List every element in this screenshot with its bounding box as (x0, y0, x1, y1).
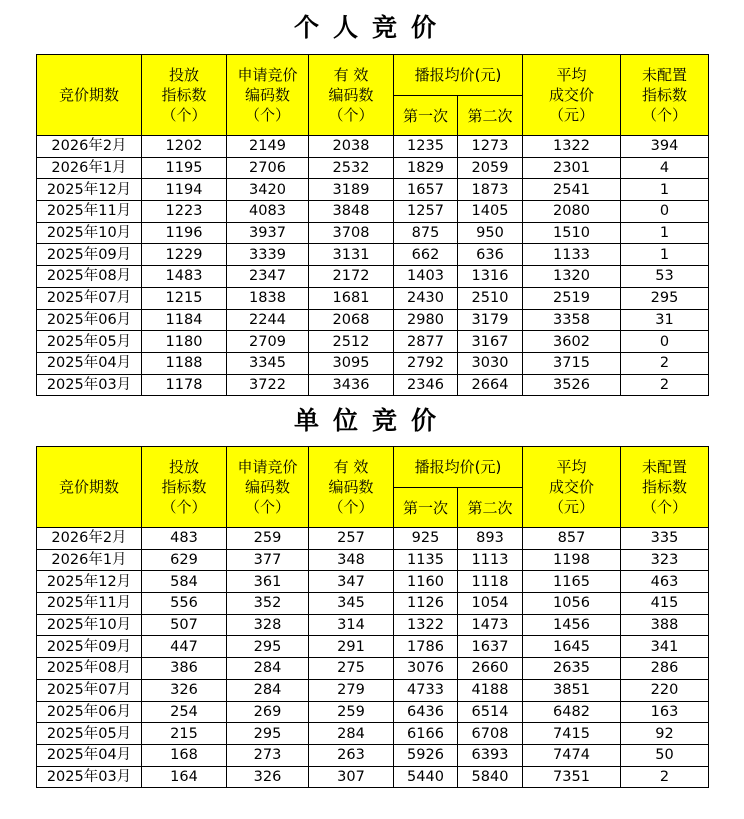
cell-valid: 347 (309, 571, 394, 593)
header-valid: 有 效 编码数 （个） (309, 55, 394, 136)
cell-avg-deal: 1133 (523, 244, 621, 266)
cell-unallocated: 1 (621, 244, 709, 266)
cell-avg-deal: 3851 (523, 679, 621, 701)
cell-first-bid: 875 (394, 222, 458, 244)
cell-valid: 345 (309, 593, 394, 615)
cell-valid: 3095 (309, 352, 394, 374)
cell-avg-deal: 7415 (523, 723, 621, 745)
cell-unallocated: 2 (621, 374, 709, 396)
cell-quota: 584 (142, 571, 227, 593)
cell-quota: 168 (142, 744, 227, 766)
cell-unallocated: 0 (621, 201, 709, 223)
cell-applied: 3937 (227, 222, 309, 244)
cell-valid: 291 (309, 636, 394, 658)
cell-quota: 1178 (142, 374, 227, 396)
cell-quota: 483 (142, 528, 227, 550)
table-row (37, 766, 709, 788)
cell-second-bid: 1316 (458, 266, 523, 288)
cell-second-bid: 2510 (458, 287, 523, 309)
cell-period: 2026年1月 (37, 549, 142, 571)
cell-period: 2025年11月 (37, 593, 142, 615)
cell-quota: 507 (142, 614, 227, 636)
cell-avg-deal: 7351 (523, 766, 621, 788)
cell-valid: 1681 (309, 287, 394, 309)
cell-first-bid: 5440 (394, 766, 458, 788)
cell-valid: 307 (309, 766, 394, 788)
cell-applied: 295 (227, 723, 309, 745)
cell-valid: 3189 (309, 179, 394, 201)
cell-avg-deal: 2541 (523, 179, 621, 201)
personal-bid-rows (37, 136, 709, 396)
cell-first-bid: 2430 (394, 287, 458, 309)
cell-first-bid: 1135 (394, 549, 458, 571)
personal-bid-title: 个人竞价 (293, 13, 450, 42)
cell-applied: 259 (227, 528, 309, 550)
cell-unallocated: 53 (621, 266, 709, 288)
cell-unallocated: 92 (621, 723, 709, 745)
header-valid: 有 效 编码数 （个） (309, 447, 394, 528)
cell-second-bid: 1113 (458, 549, 523, 571)
header-first: 第一次 (394, 488, 458, 528)
cell-valid: 2172 (309, 266, 394, 288)
cell-quota: 629 (142, 549, 227, 571)
cell-avg-deal: 1056 (523, 593, 621, 615)
cell-first-bid: 2346 (394, 374, 458, 396)
cell-quota: 1195 (142, 157, 227, 179)
table-row (37, 374, 709, 396)
cell-unallocated: 50 (621, 744, 709, 766)
table-row (37, 549, 709, 571)
table-row (37, 331, 709, 353)
cell-valid: 279 (309, 679, 394, 701)
cell-valid: 3131 (309, 244, 394, 266)
cell-quota: 1202 (142, 136, 227, 158)
cell-second-bid: 1473 (458, 614, 523, 636)
cell-applied: 328 (227, 614, 309, 636)
cell-quota: 1483 (142, 266, 227, 288)
cell-unallocated: 463 (621, 571, 709, 593)
cell-avg-deal: 1456 (523, 614, 621, 636)
cell-second-bid: 3167 (458, 331, 523, 353)
cell-period: 2025年08月 (37, 266, 142, 288)
cell-applied: 361 (227, 571, 309, 593)
table-row (37, 179, 709, 201)
cell-period: 2025年08月 (37, 658, 142, 680)
cell-period: 2025年10月 (37, 222, 142, 244)
cell-second-bid: 1273 (458, 136, 523, 158)
header-period: 竞价期数 (37, 447, 142, 528)
cell-quota: 1184 (142, 309, 227, 331)
header-avg-deal: 平均 成交价 （元） (523, 447, 621, 528)
cell-period: 2026年2月 (37, 136, 142, 158)
cell-valid: 257 (309, 528, 394, 550)
cell-period: 2025年06月 (37, 309, 142, 331)
cell-applied: 273 (227, 744, 309, 766)
header-second: 第二次 (458, 96, 523, 136)
header-first: 第一次 (394, 96, 458, 136)
cell-period: 2025年05月 (37, 723, 142, 745)
cell-period: 2025年07月 (37, 679, 142, 701)
cell-valid: 284 (309, 723, 394, 745)
cell-second-bid: 636 (458, 244, 523, 266)
cell-quota: 1223 (142, 201, 227, 223)
personal-bid-table (36, 54, 709, 396)
cell-first-bid: 925 (394, 528, 458, 550)
cell-valid: 314 (309, 614, 394, 636)
cell-unallocated: 31 (621, 309, 709, 331)
cell-avg-deal: 1322 (523, 136, 621, 158)
header-avg-deal: 平均 成交价 （元） (523, 55, 621, 136)
cell-second-bid: 4188 (458, 679, 523, 701)
cell-first-bid: 1126 (394, 593, 458, 615)
cell-unallocated: 2 (621, 766, 709, 788)
cell-period: 2025年09月 (37, 244, 142, 266)
cell-first-bid: 1257 (394, 201, 458, 223)
cell-unallocated: 2 (621, 352, 709, 374)
cell-first-bid: 2877 (394, 331, 458, 353)
cell-unallocated: 394 (621, 136, 709, 158)
cell-unallocated: 286 (621, 658, 709, 680)
cell-avg-deal: 2519 (523, 287, 621, 309)
cell-applied: 1838 (227, 287, 309, 309)
cell-valid: 263 (309, 744, 394, 766)
cell-second-bid: 6708 (458, 723, 523, 745)
table-row (37, 679, 709, 701)
cell-applied: 284 (227, 679, 309, 701)
cell-first-bid: 1160 (394, 571, 458, 593)
cell-unallocated: 1 (621, 222, 709, 244)
header-avg-bid: 播报均价(元) (394, 55, 523, 96)
cell-valid: 259 (309, 701, 394, 723)
cell-quota: 1229 (142, 244, 227, 266)
cell-quota: 326 (142, 679, 227, 701)
cell-first-bid: 2980 (394, 309, 458, 331)
cell-period: 2025年03月 (37, 374, 142, 396)
table-row (37, 157, 709, 179)
cell-valid: 2512 (309, 331, 394, 353)
cell-applied: 2347 (227, 266, 309, 288)
cell-second-bid: 1873 (458, 179, 523, 201)
table-row (37, 266, 709, 288)
cell-applied: 2149 (227, 136, 309, 158)
table-row (37, 201, 709, 223)
cell-second-bid: 6514 (458, 701, 523, 723)
header-quota: 投放 指标数 （个） (142, 55, 227, 136)
cell-first-bid: 2792 (394, 352, 458, 374)
cell-applied: 2244 (227, 309, 309, 331)
table-row (37, 593, 709, 615)
table-row (37, 701, 709, 723)
cell-quota: 215 (142, 723, 227, 745)
table-row (37, 614, 709, 636)
table-row (37, 136, 709, 158)
cell-first-bid: 4733 (394, 679, 458, 701)
cell-applied: 295 (227, 636, 309, 658)
cell-second-bid: 1118 (458, 571, 523, 593)
cell-avg-deal: 2635 (523, 658, 621, 680)
cell-second-bid: 1637 (458, 636, 523, 658)
cell-avg-deal: 1510 (523, 222, 621, 244)
cell-period: 2025年04月 (37, 744, 142, 766)
cell-avg-deal: 3715 (523, 352, 621, 374)
cell-quota: 447 (142, 636, 227, 658)
cell-avg-deal: 3358 (523, 309, 621, 331)
cell-avg-deal: 1320 (523, 266, 621, 288)
header-quota: 投放 指标数 （个） (142, 447, 227, 528)
cell-period: 2025年06月 (37, 701, 142, 723)
cell-first-bid: 3076 (394, 658, 458, 680)
cell-valid: 2068 (309, 309, 394, 331)
cell-valid: 3436 (309, 374, 394, 396)
table-row (37, 658, 709, 680)
cell-period: 2025年07月 (37, 287, 142, 309)
cell-quota: 556 (142, 593, 227, 615)
cell-applied: 3420 (227, 179, 309, 201)
cell-unallocated: 388 (621, 614, 709, 636)
cell-second-bid: 950 (458, 222, 523, 244)
cell-applied: 4083 (227, 201, 309, 223)
cell-first-bid: 1829 (394, 157, 458, 179)
cell-second-bid: 1405 (458, 201, 523, 223)
cell-first-bid: 5926 (394, 744, 458, 766)
cell-period: 2025年10月 (37, 614, 142, 636)
header-second: 第二次 (458, 488, 523, 528)
header-avg-bid: 播报均价(元) (394, 447, 523, 488)
cell-period: 2025年09月 (37, 636, 142, 658)
cell-unallocated: 295 (621, 287, 709, 309)
cell-unallocated: 323 (621, 549, 709, 571)
cell-unallocated: 415 (621, 593, 709, 615)
cell-applied: 352 (227, 593, 309, 615)
cell-quota: 164 (142, 766, 227, 788)
cell-period: 2025年11月 (37, 201, 142, 223)
table-row (37, 744, 709, 766)
cell-unallocated: 1 (621, 179, 709, 201)
cell-applied: 3722 (227, 374, 309, 396)
cell-valid: 348 (309, 549, 394, 571)
cell-second-bid: 2660 (458, 658, 523, 680)
cell-second-bid: 5840 (458, 766, 523, 788)
cell-second-bid: 1054 (458, 593, 523, 615)
cell-unallocated: 0 (621, 331, 709, 353)
cell-applied: 269 (227, 701, 309, 723)
cell-second-bid: 6393 (458, 744, 523, 766)
cell-avg-deal: 1645 (523, 636, 621, 658)
cell-quota: 1188 (142, 352, 227, 374)
cell-period: 2025年12月 (37, 179, 142, 201)
cell-applied: 3339 (227, 244, 309, 266)
table-row (37, 528, 709, 550)
cell-avg-deal: 6482 (523, 701, 621, 723)
cell-first-bid: 662 (394, 244, 458, 266)
cell-period: 2025年12月 (37, 571, 142, 593)
cell-avg-deal: 2301 (523, 157, 621, 179)
cell-unallocated: 335 (621, 528, 709, 550)
table-row (37, 636, 709, 658)
cell-first-bid: 1786 (394, 636, 458, 658)
cell-valid: 3708 (309, 222, 394, 244)
cell-period: 2026年1月 (37, 157, 142, 179)
cell-period: 2026年2月 (37, 528, 142, 550)
table-row (37, 309, 709, 331)
cell-second-bid: 893 (458, 528, 523, 550)
company-bid-table (36, 446, 709, 788)
cell-quota: 386 (142, 658, 227, 680)
cell-quota: 1215 (142, 287, 227, 309)
cell-first-bid: 1657 (394, 179, 458, 201)
cell-unallocated: 341 (621, 636, 709, 658)
cell-quota: 1196 (142, 222, 227, 244)
cell-avg-deal: 1165 (523, 571, 621, 593)
cell-valid: 2532 (309, 157, 394, 179)
cell-applied: 2709 (227, 331, 309, 353)
table-row (37, 244, 709, 266)
cell-unallocated: 163 (621, 701, 709, 723)
cell-quota: 1180 (142, 331, 227, 353)
cell-avg-deal: 3602 (523, 331, 621, 353)
cell-second-bid: 3030 (458, 352, 523, 374)
cell-second-bid: 2664 (458, 374, 523, 396)
cell-applied: 2706 (227, 157, 309, 179)
cell-avg-deal: 3526 (523, 374, 621, 396)
table-row (37, 723, 709, 745)
cell-quota: 254 (142, 701, 227, 723)
header-applied: 申请竞价 编码数 （个） (227, 447, 309, 528)
table-row (37, 352, 709, 374)
cell-period: 2025年04月 (37, 352, 142, 374)
cell-first-bid: 6436 (394, 701, 458, 723)
table-row (37, 222, 709, 244)
company-bid-title: 单位竞价 (293, 406, 450, 435)
header-applied: 申请竞价 编码数 （个） (227, 55, 309, 136)
header-unallocated: 未配置 指标数 （个） (621, 55, 709, 136)
cell-first-bid: 1235 (394, 136, 458, 158)
cell-first-bid: 6166 (394, 723, 458, 745)
cell-unallocated: 4 (621, 157, 709, 179)
cell-second-bid: 2059 (458, 157, 523, 179)
cell-quota: 1194 (142, 179, 227, 201)
cell-period: 2025年05月 (37, 331, 142, 353)
cell-avg-deal: 7474 (523, 744, 621, 766)
table-row (37, 571, 709, 593)
cell-unallocated: 220 (621, 679, 709, 701)
cell-applied: 284 (227, 658, 309, 680)
cell-second-bid: 3179 (458, 309, 523, 331)
cell-first-bid: 1322 (394, 614, 458, 636)
cell-valid: 275 (309, 658, 394, 680)
cell-avg-deal: 2080 (523, 201, 621, 223)
header-unallocated: 未配置 指标数 （个） (621, 447, 709, 528)
cell-valid: 2038 (309, 136, 394, 158)
cell-period: 2025年03月 (37, 766, 142, 788)
table-row (37, 287, 709, 309)
cell-avg-deal: 857 (523, 528, 621, 550)
cell-first-bid: 1403 (394, 266, 458, 288)
cell-applied: 377 (227, 549, 309, 571)
header-period: 竞价期数 (37, 55, 142, 136)
cell-valid: 3848 (309, 201, 394, 223)
cell-applied: 326 (227, 766, 309, 788)
company-bid-rows (37, 528, 709, 788)
cell-applied: 3345 (227, 352, 309, 374)
cell-avg-deal: 1198 (523, 549, 621, 571)
